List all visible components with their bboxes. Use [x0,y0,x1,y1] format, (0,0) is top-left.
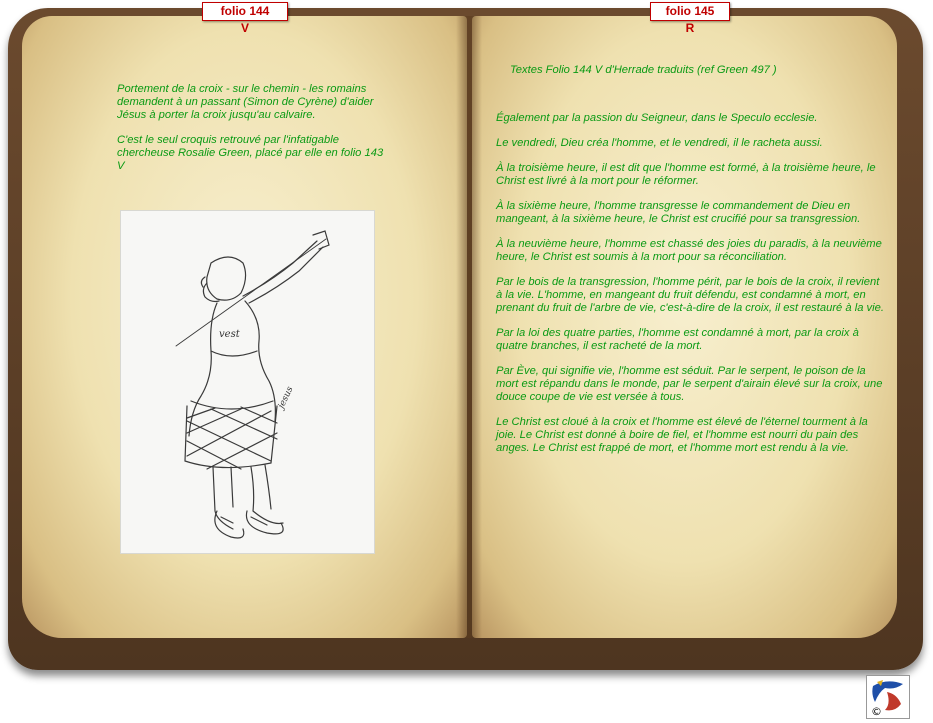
logo-emblem-icon [867,676,909,718]
right-paragraph: Par Ève, qui signifie vie, l'homme est séduit. Par le serpent, le poison de la mort est répandu dans le monde, par le serpent d'airain élevé sur la croix, une douce coupe de vie est versée à tous. [496,365,883,403]
right-page-title: Textes Folio 144 V d'Herrade traduits (ref Green 497 ) [510,64,777,76]
sketch-label-jesus: jesus [276,385,296,411]
sketch-label-vest: vest [219,329,240,340]
book-gutter [456,16,482,638]
cross-bearer-sketch [120,210,375,554]
folio-tab-right[interactable]: folio 145 R [650,2,730,21]
right-page-text [496,112,888,467]
right-paragraph: À la troisième heure, il est dit que l'homme est formé, à la troisième heure, le Christ est livré à la mort pour le réformer. [496,162,876,187]
folio-tab-left[interactable]: folio 144 V [202,2,288,21]
right-paragraph: À la neuvième heure, l'homme est chassé des joies du paradis, à la neuvième heure, le Christ est soumis à la mort pour sa réconciliation. [496,238,882,263]
right-paragraph: Également par la passion du Seigneur, dans le Speculo ecclesie. [496,112,818,124]
left-paragraph: C'est le seul croquis retrouvé par l'infatigable chercheuse Rosalie Green, placé par elle en folio 143 V [117,134,384,172]
sketch-drawing [121,211,374,553]
logo-copyright-text: © [871,705,882,718]
copyright-logo[interactable] [866,675,910,719]
right-paragraph: Par la loi des quatre parties, l'homme est condamné à mort, par la croix à quatre branches, il est racheté de la mort. [496,327,859,352]
right-paragraph: Par le bois de la transgression, l'homme périt, par le bois de la croix, il revient à la vie. L'homme, en mangeant du fruit défendu, est condamné à mort, en prenant du fruit de l'arbre de vie, c'est-à-dire de la croix, il est restauré à la vie. [496,276,884,314]
left-page-text [117,83,385,185]
right-paragraph: Le vendredi, Dieu créa l'homme, et le vendredi, il le racheta aussi. [496,137,823,149]
left-paragraph: Portement de la croix - sur le chemin - les romains demandent à un passant (Simon de Cyrène) d'aider Jésus à porter la croix jusqu'au calvaire. [117,83,374,121]
right-paragraph: À la sixième heure, l'homme transgresse le commandement de Dieu en mangeant, à la sixième heure, le Christ est crucifié pour sa transgression. [496,200,861,225]
right-paragraph: Le Christ est cloué à la croix et l'homme est élevé de l'éternel tourment à la joie. Le Christ est donné à boire de fiel, et l'homme est nourri du pain des anges. Le Christ est frappé de mort, et l'homme mort est rendu à la vie. [496,416,868,454]
